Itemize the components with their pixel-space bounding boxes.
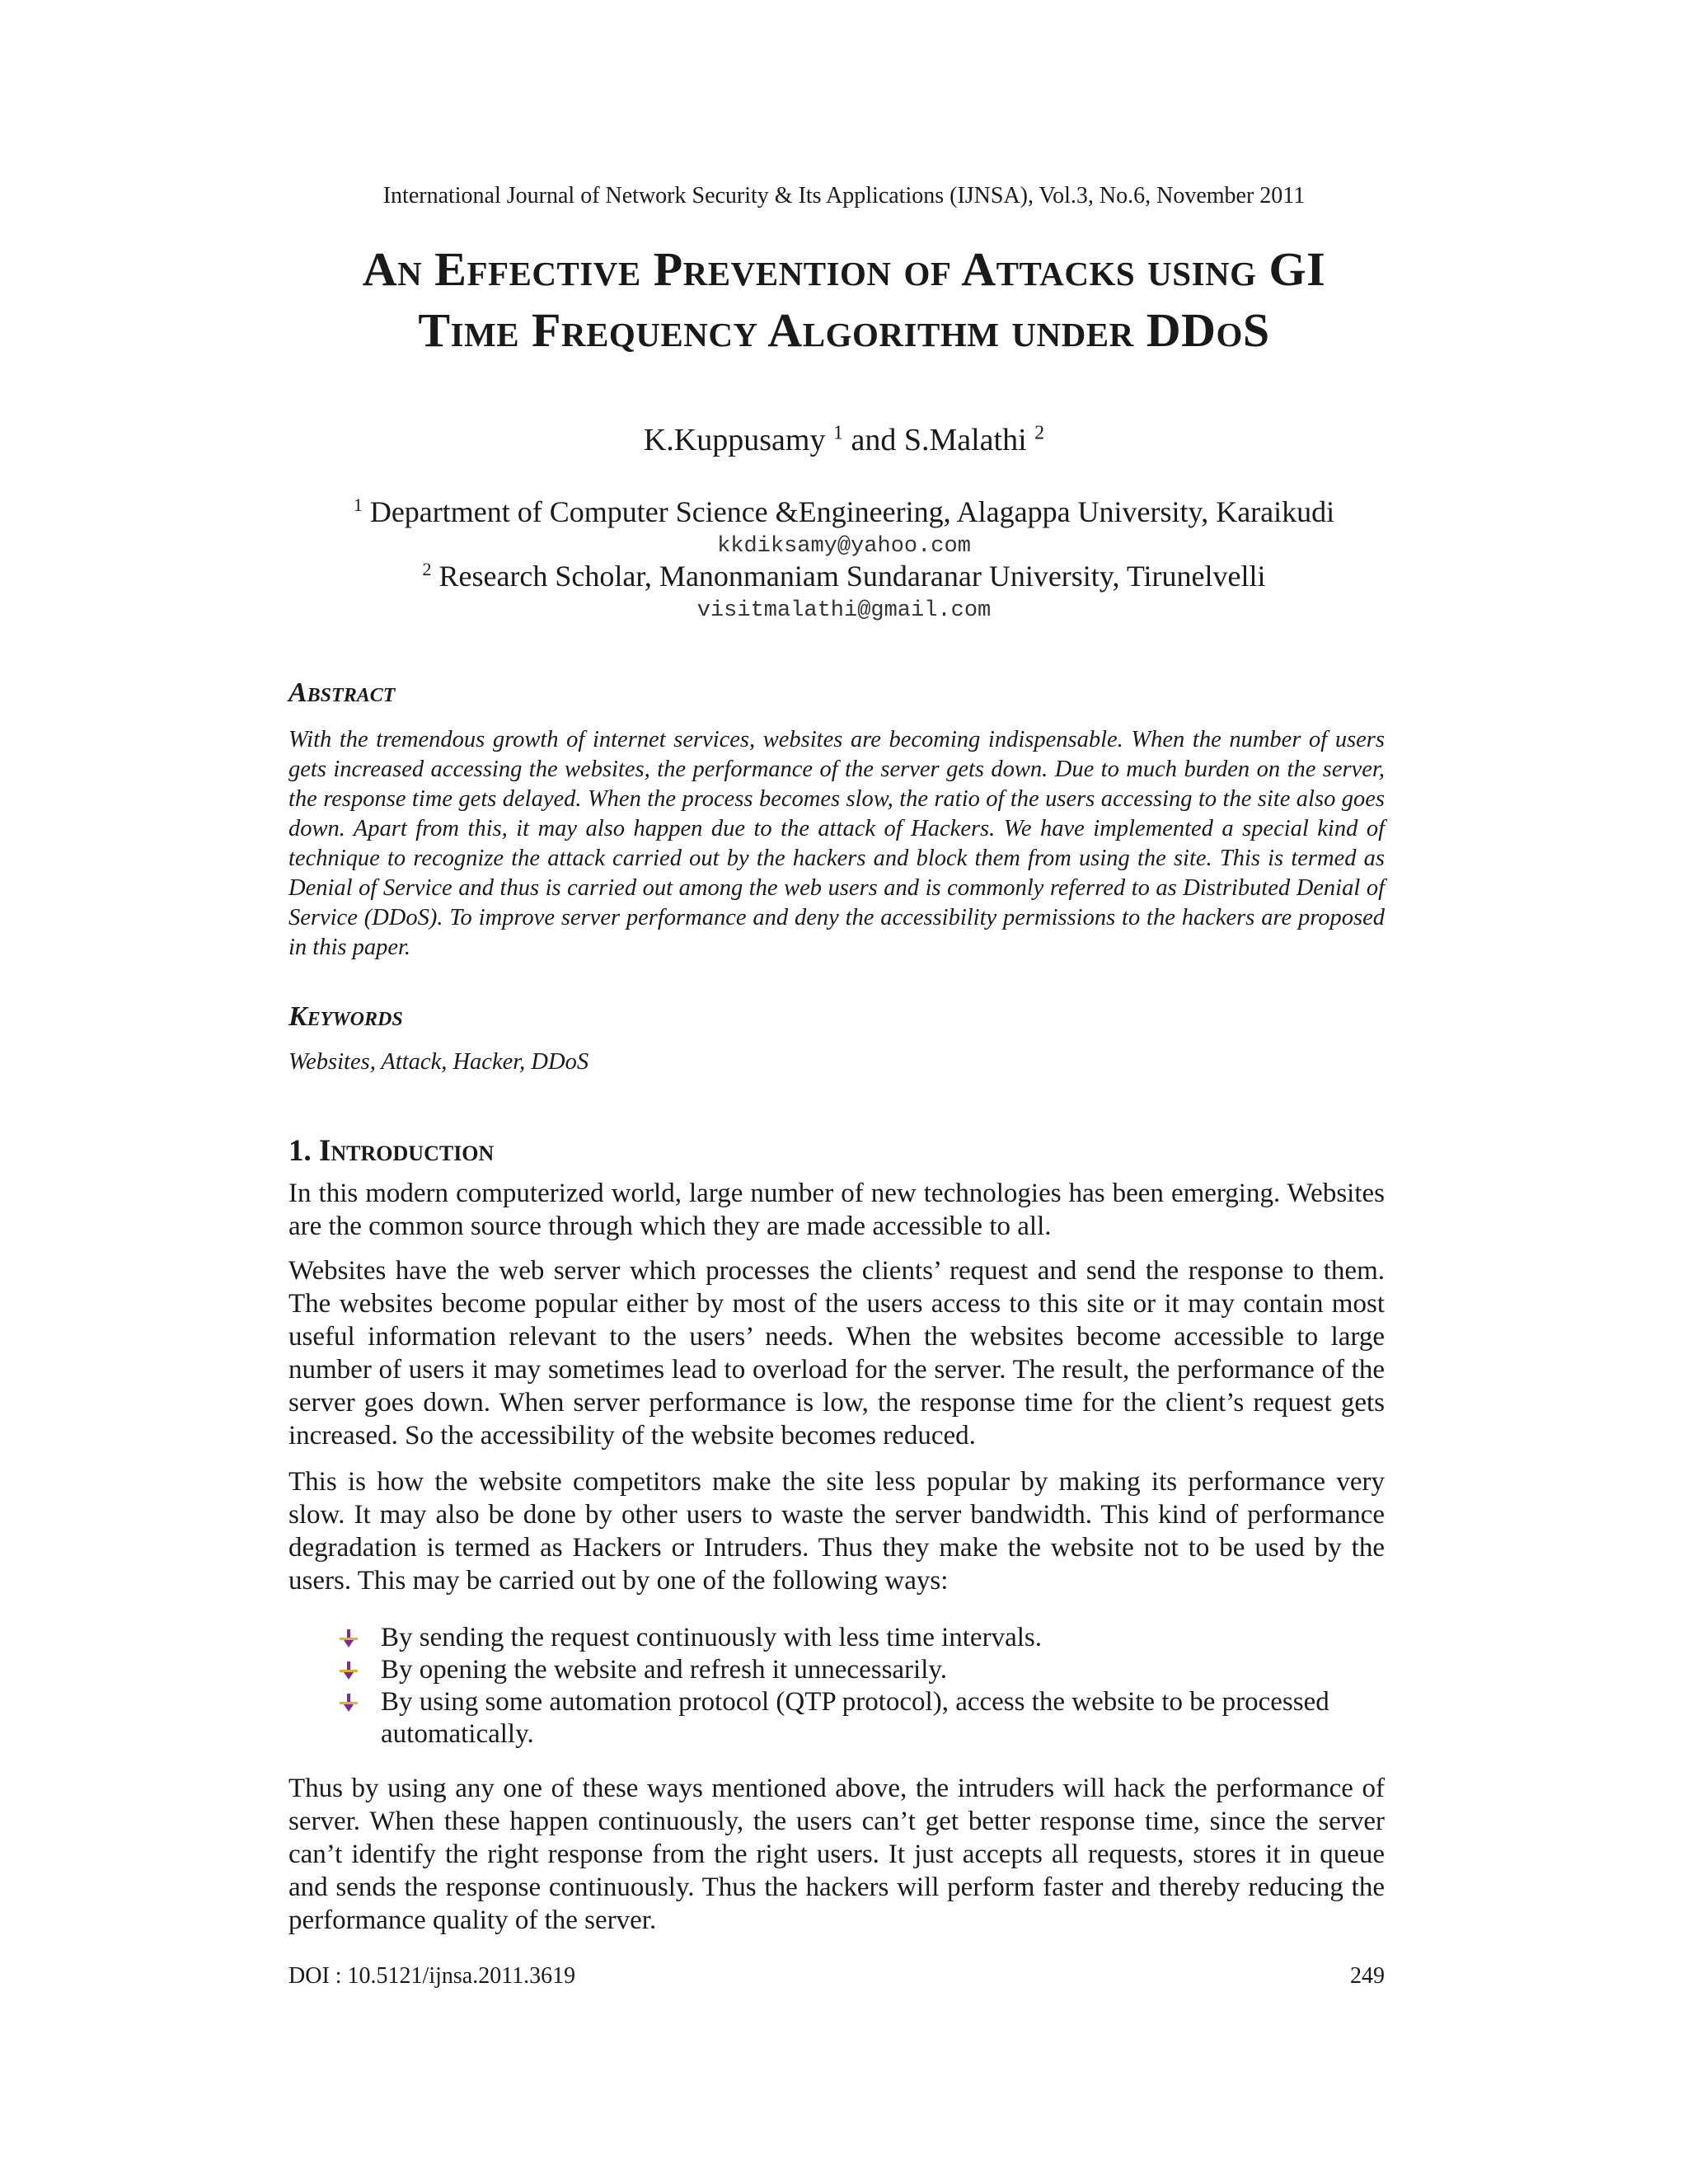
affiliation-2-email: visitmalathi@gmail.com: [696, 598, 992, 623]
author-1-name: K.Kuppusamy: [643, 423, 826, 457]
intro-closing-paragraph: Thus by using any one of these ways mentioned above, the intruders will hack the performance of server. When these happen continuously, the users can’t get better response time, since the server can’t identify the right response from the right users. It just accepts all requests, stores it in queue and sends the response continuously. Thus the hackers will perform faster and thereby reducing the performance quality of the server.: [288, 1774, 1385, 1935]
affiliation-1: [0, 494, 1688, 529]
affiliation-1-sup: 1: [353, 494, 363, 515]
title-line-1: An Effective Prevention of Attacks using GI: [362, 242, 1326, 296]
affiliation-2: [0, 559, 1688, 593]
author-line: [0, 422, 1688, 458]
abstract-heading: Abstract: [288, 677, 396, 708]
intro-paragraph-3: This is how the website competitors make the site less popular by making its performance very slow. It may also be done by other users to waste the server bandwidth. This kind of performance degradation is termed as Hackers or Intruders. Thus they make the website not to be used by the users. This may be carried out by one of the following ways:: [288, 1467, 1385, 1596]
author-2-name: S.Malathi: [903, 423, 1027, 457]
intro-paragraph-1: In this modern computerized world, large number of new technologies has been emerging. Websites are the common source through which they are made accessible to all.: [288, 1179, 1385, 1241]
list-item: [338, 1686, 1385, 1750]
title-line-2: Time Frequency Algorithm under DDoS: [418, 303, 1270, 357]
affiliation-2-sup: 2: [422, 559, 432, 579]
arrow-bullet-icon: [338, 1629, 359, 1648]
intro-paragraph-2: Websites have the web server which processes the clients’ request and send the response to them. The websites become popular either by most of the users access to this site or it may contain most useful information relevant to the users’ needs. When the websites become accessible to large number of users it may sometimes lead to overload for the server. The result, the performance of the server goes down. When server performance is low, the response time for the client’s request gets increased. So the accessibility of the website becomes reduced.: [288, 1256, 1385, 1451]
list-item-text: By using some automation protocol (QTP protocol), access the website to be processed automatically.: [381, 1687, 1329, 1749]
author-2-sup: 2: [1034, 422, 1045, 444]
keywords-text: Websites, Attack, Hacker, DDoS: [288, 1049, 589, 1075]
attack-methods-list: [338, 1622, 1385, 1750]
doi-footer: DOI : 10.5121/ijnsa.2011.3619: [288, 1963, 576, 1989]
keywords-heading: Keywords: [288, 1001, 403, 1032]
list-item-text: By sending the request continuously with less time intervals.: [381, 1623, 1042, 1652]
running-header: International Journal of Network Security & Its Applications (IJNSA), Vol.3, No.6, November 2011: [382, 183, 1306, 209]
page-number: 249: [1350, 1963, 1385, 1989]
list-item: [338, 1654, 1385, 1686]
author-conjunction: and: [851, 423, 897, 457]
list-item-text: By opening the website and refresh it unnecessarily.: [381, 1655, 947, 1685]
arrow-bullet-icon: [338, 1693, 359, 1713]
list-item: [338, 1622, 1385, 1654]
author-1-sup: 1: [832, 422, 843, 444]
arrow-bullet-icon: [338, 1661, 359, 1680]
affiliation-1-text: Department of Computer Science &Engineering, Alagappa University, Karaikudi: [369, 495, 1335, 528]
abstract-text: With the tremendous growth of internet services, websites are becoming indispensable. When the number of users gets increased accessing the websites, the performance of the server gets down. Due to much burden on the server, the response time gets delayed. When the process becomes slow, the ratio of the users accessing to the site also goes down. Apart from this, it may also happen due to the attack of Hackers. We have implemented a special kind of technique to recognize the attack carried out by the hackers and block them from using the site. This is termed as Denial of Service and thus is carried out among the web users and is commonly referred to as Distributed Denial of Service (DDoS). To improve server performance and deny the accessibility permissions to the hackers are proposed in this paper.: [288, 727, 1385, 960]
affiliation-2-text: Research Scholar, Manonmaniam Sundaranar University, Tirunelvelli: [438, 560, 1266, 593]
affiliation-1-email: kkdiksamy@yahoo.com: [717, 534, 971, 559]
paper-title: [165, 239, 1523, 361]
introduction-heading: 1. Introduction: [288, 1134, 495, 1168]
